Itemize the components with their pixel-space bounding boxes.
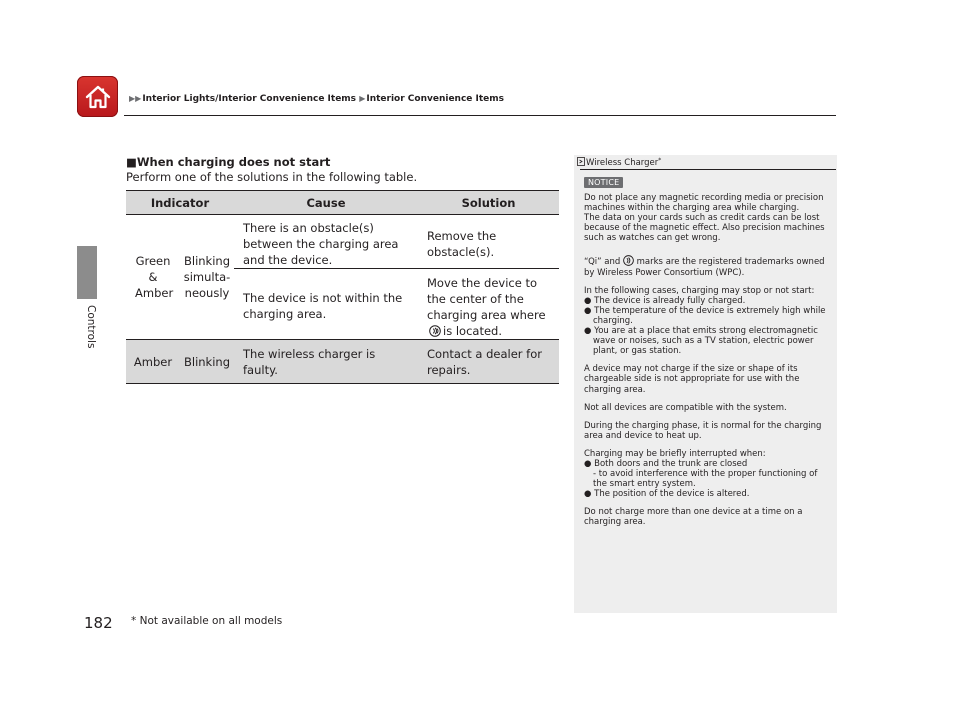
cause-cell: The device is not within the charging area. [243, 291, 403, 321]
list-item: ● Both doors and the trunk are closed [584, 458, 748, 469]
section-title: ■When charging does not start [126, 155, 331, 169]
home-icon [84, 84, 112, 110]
table-row [126, 340, 559, 384]
indicator-state: Blinking [180, 340, 234, 384]
one-device-note: Do not charge more than one device at a time on a charging area. [584, 507, 803, 528]
indicator-color: Green & Amber [135, 254, 174, 300]
interrupt-conditions: Charging may be briefly interrupted when: ● Both doors and the trunk are closed - to avoid interference with the proper functioning of the smart entry system. ● The position of the device is altered. [584, 449, 832, 499]
list-item: ● The device is already fully charged. [584, 295, 746, 306]
compat-note: Not all devices are compatible with the system. [584, 402, 787, 413]
breadcrumb-arrow-icon: ▶▶ [129, 94, 142, 103]
breadcrumb [129, 94, 504, 104]
list-item: ● The position of the device is altered. [584, 489, 750, 500]
cause-cell: The wireless charger is faulty. [234, 340, 418, 384]
section-tab-label[interactable]: Controls [85, 305, 97, 349]
page-number: 182 [84, 614, 113, 632]
solution-cell: Remove the obstacle(s). [418, 215, 559, 269]
column-header-solution: Solution [418, 191, 559, 215]
size-note: A device may not charge if the size or shape of its chargeable side is not appropriate for use with the charging area. [584, 364, 800, 395]
trademark-text: “Qi” and marks are the registered trademarks owned by Wireless Power Consortium (WPC). [584, 257, 825, 278]
list-item-detail: - to avoid interference with the proper functioning of the smart entry system. [593, 469, 818, 490]
section-intro: Perform one of the solutions in the following table. [126, 170, 418, 184]
notice-text: Do not place any magnetic recording media or precision machines within the charging area while charging. The data on your cards such as credit cards can be lost because of the magnetic effect. Also precision machines such as watches can get wrong. [584, 193, 825, 244]
breadcrumb-link-interior-lights[interactable]: Interior Lights/Interior Convenience Items [142, 94, 357, 104]
qi-logo-icon [623, 255, 634, 266]
column-header-indicator: Indicator [126, 191, 234, 215]
section-tab-marker [77, 246, 97, 299]
note-icon [577, 157, 585, 166]
sidebar-body [584, 193, 832, 536]
solution-cell: Move the device to the center of the charging area whereis located. [427, 276, 546, 338]
breadcrumb-arrow-icon: ▶ [359, 94, 366, 103]
stop-conditions: In the following cases, charging may stop or not start: ● The device is already fully charged. ● The temperature of the device is extremely high while charging. ● You are at a place that emits strong electromagnetic wave or noises, such as a TV station, electric power plant, or gas station. [584, 286, 832, 357]
indicator-color: Amber [126, 340, 180, 384]
header-rule [124, 115, 836, 116]
indicator-state: Blinking simulta-neously [183, 254, 231, 300]
table-header-row [126, 191, 559, 215]
qi-logo-icon [429, 325, 441, 337]
notice-badge: NOTICE [584, 177, 623, 188]
home-button[interactable] [77, 76, 118, 117]
footnote: * Not available on all models [131, 615, 283, 627]
solution-cell: Contact a dealer for repairs. [418, 340, 559, 384]
sidebar-title[interactable]: Wireless Charger* [577, 157, 661, 168]
cause-cell: There is an obstacle(s) between the charging area and the device. [234, 215, 418, 269]
list-item: ● The temperature of the device is extremely high while charging. [584, 305, 826, 326]
list-item: ● You are at a place that emits strong electromagnetic wave or noises, such as a TV station, electric power plant, or gas station. [584, 326, 818, 357]
sidebar-rule [580, 169, 836, 170]
breadcrumb-link-convenience-items[interactable]: Interior Convenience Items [366, 94, 505, 104]
column-header-cause: Cause [234, 191, 418, 215]
heat-note: During the charging phase, it is normal for the charging area and device to heat up. [584, 420, 822, 441]
troubleshooting-table [126, 190, 559, 384]
table-row [126, 215, 559, 269]
